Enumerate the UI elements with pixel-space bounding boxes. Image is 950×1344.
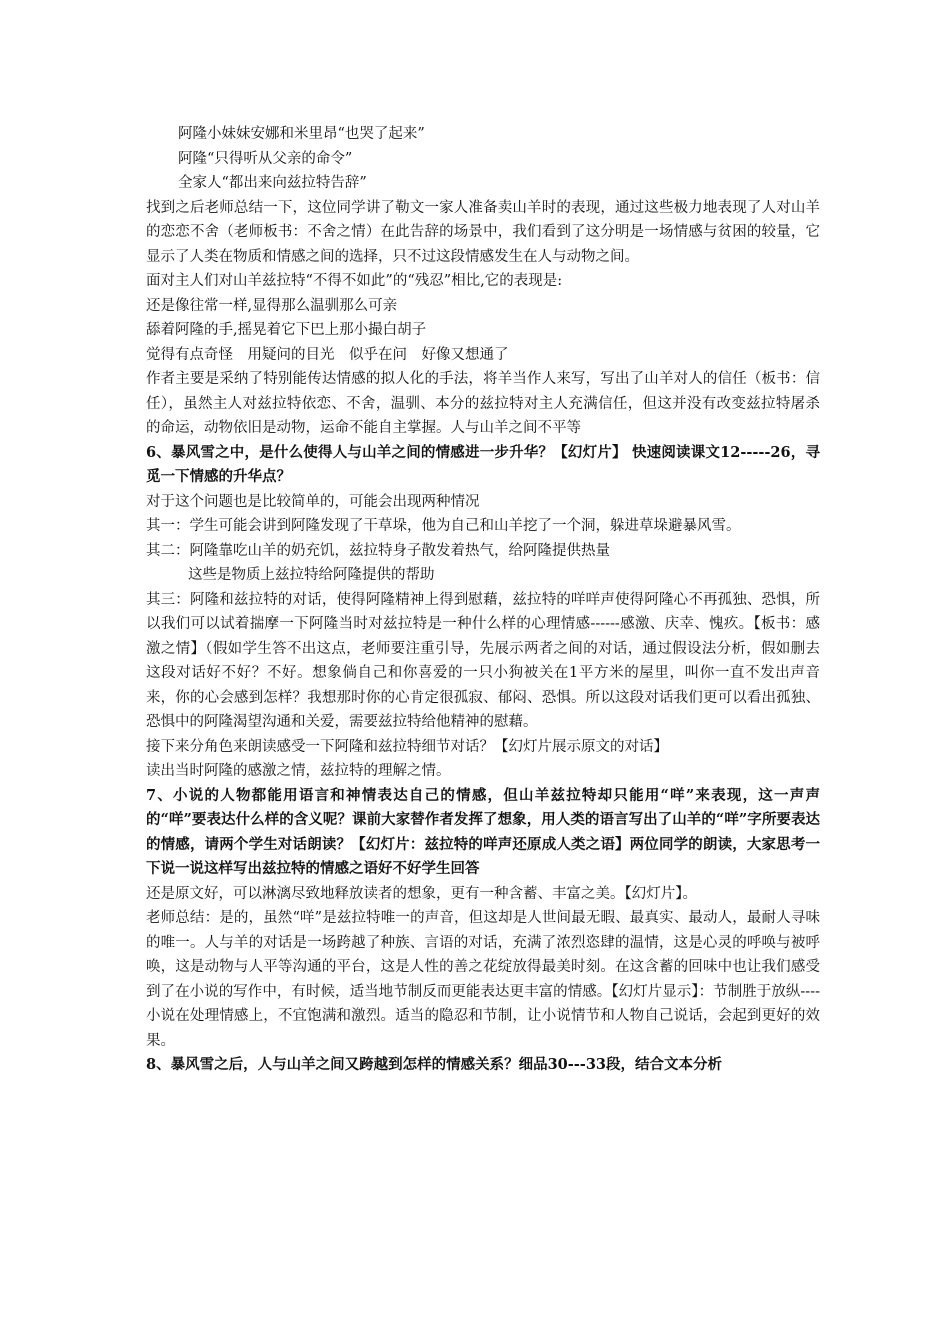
paragraph: 读出当时阿隆的感激之情，兹拉特的理解之情。	[146, 763, 451, 779]
question-heading: 6、暴风雪之中，是什么使得人与山羊之间的情感进一步升华？【幻灯片】 快速阅读课文12-----26，寻觅一下情感的升华点？	[146, 443, 820, 485]
paragraph: 全家人“都出来向兹拉特告辞”	[178, 175, 367, 191]
paragraph: 接下来分角色来朗读感受一下阿隆和兹拉特细节对话？【幻灯片展示原文的对话】	[146, 738, 668, 755]
question-heading: 8、暴风雪之后，人与山羊之间又跨越到怎样的情感关系？细品30---33段，结合文本分析	[146, 1056, 722, 1073]
paragraph: 老师总结：是的，虽然“咩”是兹拉特唯一的声音，但这却是人世间最无暇、最真实、最动人，最耐人寻味的唯一。人与羊的对话是一场跨越了种族、言语的对话，充满了浓烈恣肆的温情，这是心灵的呼唤与被呼唤，这是动物与人平等沟通的平台，这是人性的善之花绽放得最美时刻。在这含蓄的回味中也让我们感受到了在小说的写作中，有时候，适当地节制反而更能表达更丰富的情感。【幻灯片显示】：节制胜于放纵----小说在处理情感上，不宜饱满和激烈。适当的隐忍和节制，让小说情节和人物自己说话，会起到更好的效果。	[146, 910, 820, 1049]
paragraph: 其一：学生可能会讲到阿隆发现了干草垛，他为自己和山羊挖了一个洞，躲进草垛避暴风雪。	[146, 518, 741, 534]
paragraph: 还是像往常一样,显得那么温驯那么可亲	[146, 297, 398, 314]
paragraph: 觉得有点奇怪 用疑问的目光 似乎在问 好像又想通了	[146, 346, 509, 363]
paragraph: 这些是物质上兹拉特给阿隆提供的帮助	[188, 567, 435, 583]
paragraph: 舔着阿隆的手,摇晃着它下巴上那小撮白胡子	[146, 322, 427, 338]
paragraph: 找到之后老师总结一下，这位同学讲了勒文一家人准备卖山羊时的表现，通过这些极力地表现了人对山羊的恋恋不舍（老师板书：不舍之情）在此告辞的场景中，我们看到了这分明是一场情感与贫困的较量，它显示了人类在物质和情感之间的选择，只不过这段情感发生在人与动物之间。	[146, 199, 820, 265]
paragraph: 阿隆“只得听从父亲的命令”	[178, 150, 353, 167]
paragraph: 作者主要是采纳了特别能传达情感的拟人化的手法，将羊当作人来写，写出了山羊对人的信任（板书：信任），虽然主人对兹拉特依恋、不舍，温驯、本分的兹拉特对主人充满信任，但这并没有改变兹拉特屠杀的命运，动物依旧是动物，运命不能自主掌握。人与山羊之间不平等	[146, 371, 820, 436]
paragraph: 对于这个问题也是比较简单的，可能会出现两种情况	[146, 493, 480, 510]
paragraph: 其三：阿隆和兹拉特的对话，使得阿隆精神上得到慰藉，兹拉特的咩咩声使得阿隆心不再孤独、恐惧，所以我们可以试着揣摩一下阿隆当时对兹拉特是一种什么样的心理情感------感激、庆幸、愧疚。【板书：感激之情】（假如学生答不出这点，老师要注重引导，先展示两者之间的对话，通过假设法分析，假如删去这段对话好不好？不好。想象倘自己和你喜爱的一只小狗被关在1平方米的屋里，叫你一直不发出声音来，你的心会感到怎样？我想那时你的心肯定很孤寂、郁闷、恐惧。所以这段对话我们更可以看出孤独、恐惧中的阿隆渴望沟通和关爱，需要兹拉特给他精神的慰藉。	[146, 591, 820, 730]
question-heading: 7、小说的人物都能用语言和神情表达自己的情感，但山羊兹拉特却只能用“咩”来表现，这一声声的“咩”要表达什么样的含义呢？课前大家替作者发挥了想象，用人类的语言写出了山羊的“咩”字所要表达的情感，请两个学生对话朗读？【幻灯片：兹拉特的咩声还原成人类之语】两位同学的朗读，大家思考一下说一说这样写出兹拉特的情感之语好不好学生回答	[146, 786, 820, 877]
paragraph: 其二：阿隆靠吃山羊的奶充饥，兹拉特身子散发着热气，给阿隆提供热量	[146, 542, 610, 559]
paragraph: 还是原文好，可以淋漓尽致地释放读者的想象，更有一种含蓄、丰富之美。【幻灯片】。	[146, 885, 697, 902]
paragraph: 面对主人们对山羊兹拉特“不得不如此”的“残忍”相比,它的表现是:	[146, 273, 563, 289]
paragraph: 阿隆小妹妹安娜和米里昂“也哭了起来”	[178, 126, 425, 142]
